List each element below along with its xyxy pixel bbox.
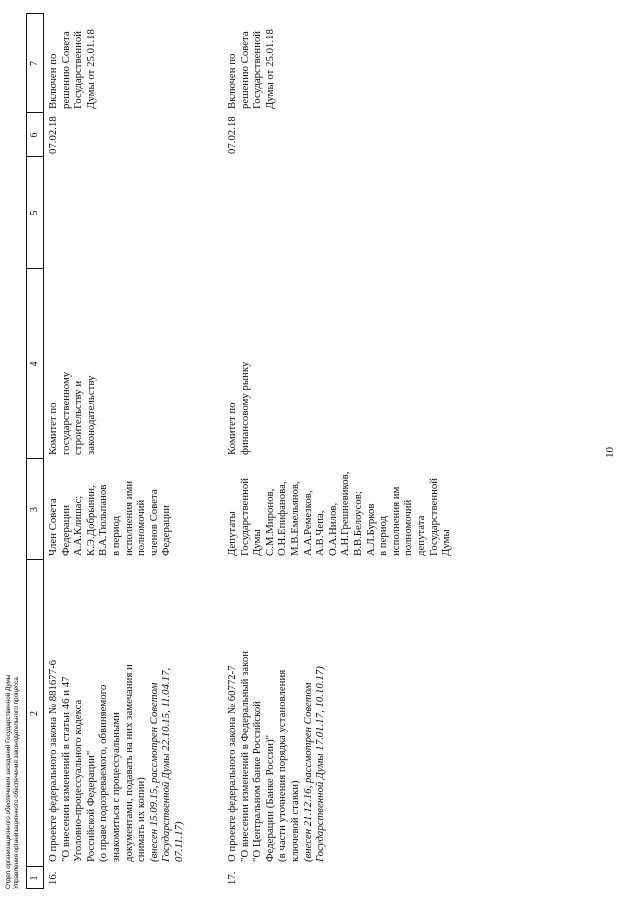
status-note: Включен по решению Совета Государственной Думы от 25.01.18 [47, 29, 97, 109]
col-header-6: 6 [29, 132, 40, 138]
row-number: 17. [226, 871, 238, 885]
footer-department: Отдел организационного обеспечения заседаний Государственной Думы Управления организационного обеспечения законодательного процесса [5, 674, 20, 889]
header-bottom-border [43, 13, 44, 889]
col-header-4: 4 [29, 361, 40, 367]
responsible-committee: Комитет по финансовому рынку [226, 361, 251, 455]
status-note: Включен по решению Совета Государственной Думы от 25.01.18 [226, 29, 276, 109]
row-number: 16. [47, 871, 59, 885]
col-header-7: 7 [29, 61, 40, 66]
bill-description: О проекте федерального закона № 60772-7 "О внесении изменений в Федеральный закон "О Центральном банке Российской Федерации (Банке России)" (в части уточнения порядка установления ключевой ставки) (внесен 21.12.16, рассмотрен Советом Государственной Думы 17.01.17, 10.10.17) [226, 650, 327, 862]
col-header-2: 2 [29, 711, 40, 716]
bill-authors: Депутаты Государственной Думы С.М.Миронов, О.Н.Епифанова, М.В.Емельянов, А.А.Ремезков, А.В.Чепа, О.А.Нилов, А.Н.Грешневиков, В.В.Белоусов; А.Л.Бурков в период исполнения им полномочий депутата Государственной Думы [226, 471, 453, 556]
col-header-5: 5 [29, 210, 40, 216]
col-header-3: 3 [29, 507, 40, 512]
agenda-table [26, 13, 604, 889]
page-number: 10 [604, 447, 616, 458]
col-header-1: 1 [29, 875, 40, 881]
bill-authors: Член Совета Федерации А.А.Клишас; К.Э.Добрынин, В.А.Тюльпанов в период исполнения ими полномочий членов Совета Федерации [47, 480, 173, 556]
responsible-committee: Комитет по государственному строительству и законодательству [47, 371, 97, 455]
bill-description: О проекте федерального закона № 881677-6 "О внесении изменений в статьи 46 и 47 Уголовно-процессуального кодекса Российской Федерации" (о праве подозреваемого, обвиняемого знакомиться с процессуальными документами, подавать на них замечания и снимать их копии) (внесен 15.09.15, рассмотрен Советом Государственной Думы 22.10.15, 11.04.17, 07.11.17) [47, 659, 185, 862]
date-value: 07.02.18 [47, 116, 59, 154]
date-value: 07.02.18 [226, 116, 238, 154]
